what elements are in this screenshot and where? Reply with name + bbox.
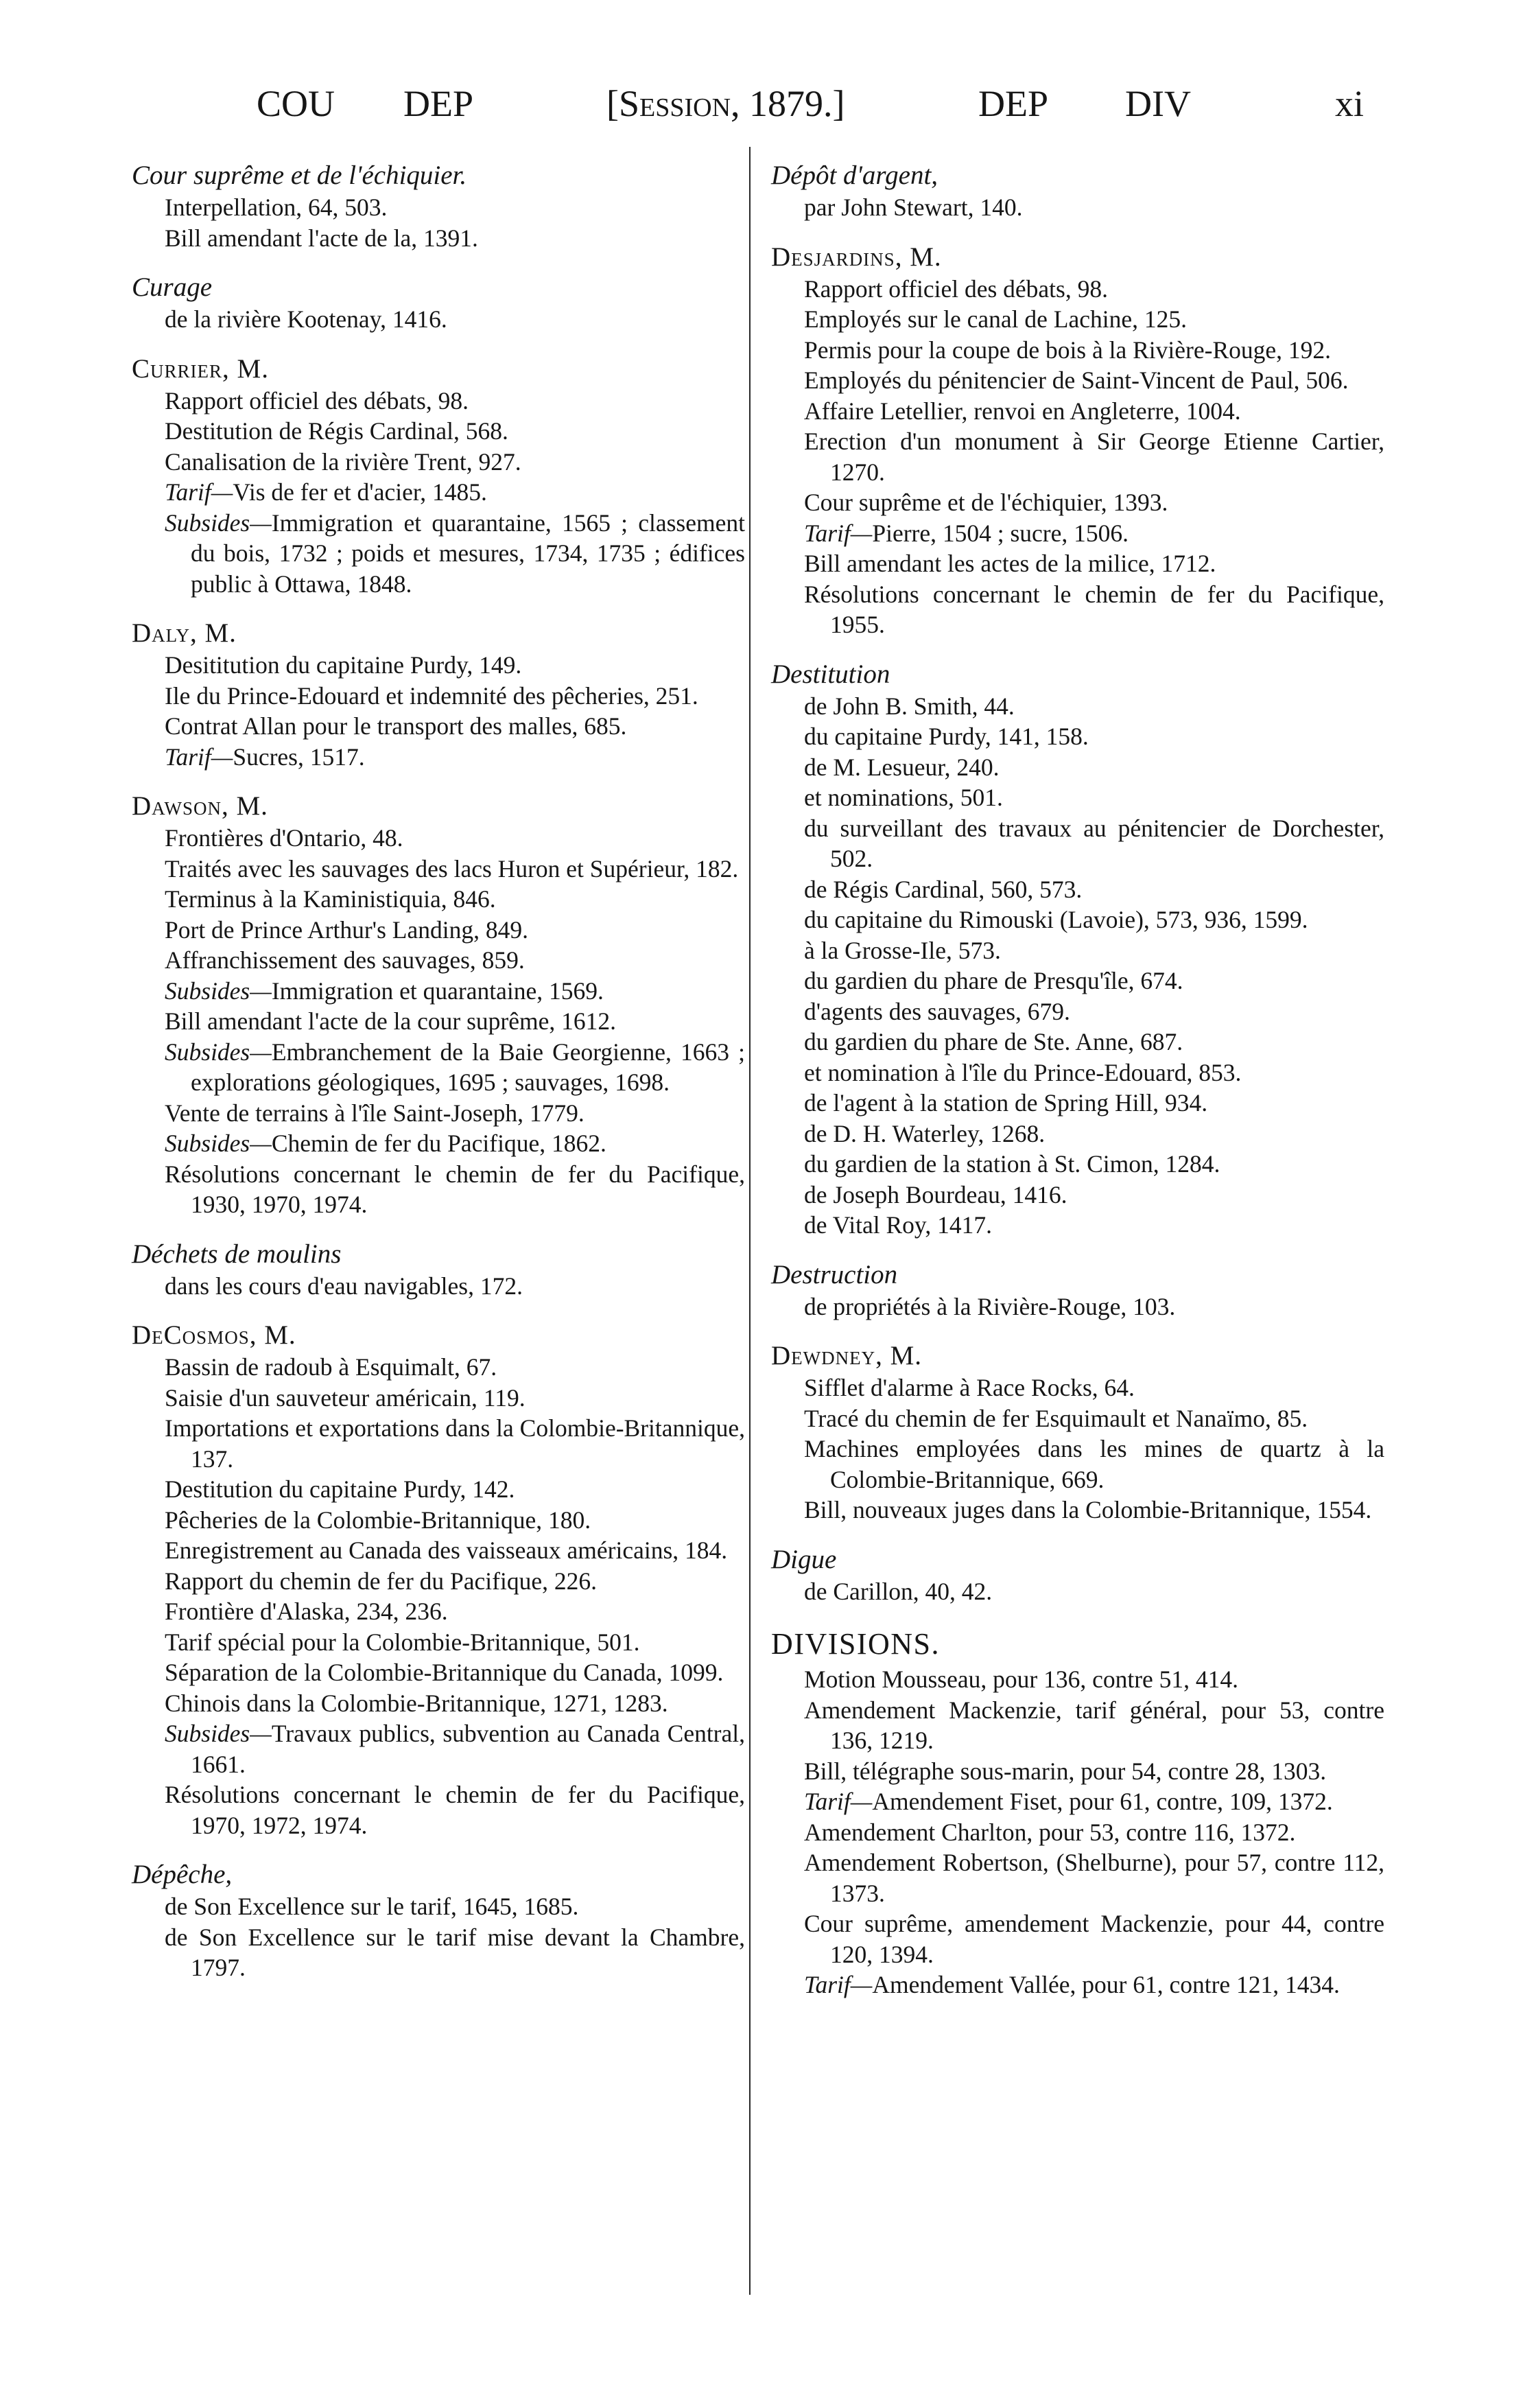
index-entry-depot-d-argent <box>767 159 1384 223</box>
line-text: Amendement Charlton, pour 53, contre 116, 1372. <box>804 1818 1296 1846</box>
entry-line <box>133 915 745 946</box>
entry-line <box>133 1352 745 1383</box>
entry-line <box>772 1786 1384 1817</box>
entry-line <box>772 1908 1384 1969</box>
entry-line <box>133 1037 745 1098</box>
index-column-right <box>767 159 1384 2018</box>
index-entry-currier-m <box>128 353 745 600</box>
line-text: de D. H. Waterley, 1268. <box>804 1119 1046 1147</box>
entry-line <box>772 192 1384 223</box>
entry-line <box>772 1057 1384 1088</box>
line-text: à la Grosse-Ile, 573. <box>804 936 1001 964</box>
line-text: Permis pour la coupe de bois à la Rivière-Rouge, 192. <box>804 336 1331 364</box>
line-text: Sucres, 1517. <box>233 743 365 771</box>
line-text: Amendement Robertson, (Shelburne), pour 57, contre 112, 1373. <box>804 1849 1384 1907</box>
entry-line <box>772 396 1384 427</box>
entry-line <box>772 1403 1384 1434</box>
line-text: par John Stewart, 140. <box>804 194 1023 221</box>
line-text: Interpellation, 64, 503. <box>165 194 388 221</box>
line-text: Immigration et quarantaine, 1565 ; classement du bois, 1732 ; poids et mesures, 1734, 1735 ; édifices public à Ottawa, 1848. <box>191 509 745 598</box>
entry-line <box>133 1596 745 1627</box>
line-text: Contrat Allan pour le transport des malles, 685. <box>165 712 627 740</box>
entry-line <box>133 1474 745 1505</box>
entry-heading: Currier, M. <box>132 353 269 384</box>
index-entry-destruction <box>767 1259 1384 1322</box>
line-text: du capitaine Purdy, 141, 158. <box>804 723 1089 750</box>
line-text: d'agents des sauvages, 679. <box>804 997 1070 1025</box>
entry-line <box>133 884 745 915</box>
entry-line <box>133 223 745 254</box>
page-number: xi <box>1335 83 1365 124</box>
line-prefix: Tarif— <box>804 1788 873 1815</box>
line-text: de Carillon, 40, 42. <box>804 1577 993 1605</box>
entry-line <box>772 426 1384 487</box>
line-prefix: Tarif— <box>804 1971 873 1998</box>
line-text: Port de Prince Arthur's Landing, 849. <box>165 915 528 944</box>
entry-line <box>772 1180 1384 1211</box>
entry-line <box>133 711 745 742</box>
line-text: du surveillant des travaux au pénitencier de Dorchester, 502. <box>804 814 1384 872</box>
line-text: de M. Lesueur, 240. <box>804 753 1000 781</box>
line-text: de Son Excellence sur le tarif mise devant la Chambre, 1797. <box>165 1923 745 1981</box>
line-text: Erection d'un monument à Sir George Etienne Cartier, 1270. <box>804 428 1384 486</box>
index-column-left <box>128 159 745 2001</box>
entry-heading: Curage <box>132 272 212 302</box>
line-text: Amendement Fiset, pour 61, contre, 109, 1372. <box>872 1788 1333 1815</box>
entry-line <box>772 1027 1384 1057</box>
entry-line <box>133 1006 745 1037</box>
line-text: Séparation de la Colombie-Britannique du Canada, 1099. <box>165 1659 724 1686</box>
line-text: Traités avec les sauvages des lacs Huron et Supérieur, 182. <box>165 854 739 882</box>
line-text: Bill amendant les actes de la milice, 1712. <box>804 550 1216 577</box>
entry-line <box>133 1779 745 1840</box>
entry-line <box>133 192 745 223</box>
entry-line <box>133 1657 745 1688</box>
entry-line <box>133 1922 745 1983</box>
line-text: Bill, nouveaux juges dans la Colombie-Britannique, 1554. <box>804 1496 1372 1523</box>
entry-heading: Dépôt d'argent, <box>771 161 938 190</box>
entry-line <box>772 1969 1384 2000</box>
index-entry-destitution <box>767 658 1384 1241</box>
entry-heading: Déchets de moulins <box>132 1239 342 1269</box>
entry-line <box>772 813 1384 874</box>
line-text: Rapport du chemin de fer du Pacifique, 226. <box>165 1567 597 1595</box>
line-text: Rapport officiel des débats, 98. <box>165 386 469 414</box>
header-first-word-right: DEP <box>978 83 1049 124</box>
entry-line <box>772 1291 1384 1322</box>
entry-heading: Destitution <box>771 659 890 689</box>
line-text: de Joseph Bourdeau, 1416. <box>804 1180 1067 1208</box>
entry-line <box>772 1664 1384 1695</box>
line-text: Affranchissement des sauvages, 859. <box>165 946 525 974</box>
line-text: Bassin de radoub à Esquimalt, 67. <box>165 1353 497 1381</box>
entry-line <box>133 1688 745 1719</box>
line-text: et nominations, 501. <box>804 784 1003 811</box>
entry-line <box>133 386 745 417</box>
line-text: de la rivière Kootenay, 1416. <box>165 305 447 333</box>
line-text: Cour suprême, amendement Mackenzie, pour 44, contre 120, 1394. <box>804 1910 1384 1968</box>
line-prefix: Subsides— <box>165 1038 272 1066</box>
entry-line <box>133 477 745 508</box>
line-text: de John B. Smith, 44. <box>804 692 1015 720</box>
index-entry-curage <box>128 271 745 335</box>
line-text: de Régis Cardinal, 560, 573. <box>804 875 1083 903</box>
line-text: du capitaine du Rimouski (Lavoie), 573, 936, 1599. <box>804 906 1308 933</box>
entry-line <box>772 1210 1384 1241</box>
running-header <box>0 82 1523 137</box>
entry-line <box>772 935 1384 966</box>
entry-line <box>133 823 745 854</box>
line-text: de l'agent à la station de Spring Hill, 934. <box>804 1089 1208 1117</box>
entry-line <box>772 966 1384 996</box>
line-text: Employés du pénitencier de Saint-Vincent de Paul, 506. <box>804 366 1349 394</box>
entry-line <box>772 691 1384 722</box>
line-text: Cour suprême et de l'échiquier, 1393. <box>804 489 1168 516</box>
line-text: Destitution de Régis Cardinal, 568. <box>165 417 508 445</box>
entry-line <box>133 1627 745 1658</box>
line-text: Saisie d'un sauveteur américain, 119. <box>165 1383 526 1412</box>
line-text: Bill, télégraphe sous-marin, pour 54, contre 28, 1303. <box>804 1757 1327 1785</box>
line-text: Tracé du chemin de fer Esquimault et Nanaïmo, 85. <box>804 1404 1308 1432</box>
entry-line <box>772 904 1384 935</box>
line-text: Pierre, 1504 ; sucre, 1506. <box>872 519 1129 547</box>
line-text: Bill amendant l'acte de la, 1391. <box>165 224 478 252</box>
line-text: Vis de fer et d'acier, 1485. <box>233 478 487 506</box>
entry-heading: DeCosmos, M. <box>132 1320 296 1350</box>
line-prefix: Tarif— <box>804 519 873 547</box>
entry-line <box>772 365 1384 396</box>
entry-line <box>133 447 745 478</box>
index-entry-decosmos-m <box>128 1319 745 1840</box>
entry-heading: Dépêche, <box>132 1860 233 1889</box>
entry-line <box>133 681 745 712</box>
entry-line <box>772 304 1384 335</box>
column-divider <box>749 147 751 2295</box>
entry-line <box>133 1098 745 1129</box>
line-text: Motion Mousseau, pour 136, contre 51, 414. <box>804 1665 1239 1693</box>
entry-line <box>133 1413 745 1474</box>
line-text: Vente de terrains à l'île Saint-Joseph, 1779. <box>165 1099 585 1127</box>
entry-line <box>772 1088 1384 1119</box>
line-text: Bill amendant l'acte de la cour suprême, 1612. <box>165 1007 616 1035</box>
entry-line <box>772 1847 1384 1908</box>
index-entry-daly-m <box>128 617 745 772</box>
entry-line <box>133 304 745 335</box>
entry-line <box>772 782 1384 813</box>
entry-line <box>772 721 1384 752</box>
entry-line <box>133 1383 745 1414</box>
index-entry-depeche <box>128 1858 745 1983</box>
line-prefix: Tarif— <box>165 743 233 771</box>
index-entry-digue <box>767 1543 1384 1607</box>
entry-line <box>772 1434 1384 1495</box>
line-text: Immigration et quarantaine, 1569. <box>271 977 604 1005</box>
entry-line <box>133 1128 745 1159</box>
index-entry-desjardins-m <box>767 241 1384 640</box>
line-text: Résolutions concernant le chemin de fer du Pacifique, 1930, 1970, 1974. <box>165 1160 745 1218</box>
entry-line <box>133 945 745 976</box>
entry-line <box>772 579 1384 640</box>
entry-line <box>772 1119 1384 1149</box>
entry-heading: Dawson, M. <box>132 791 268 821</box>
line-text: Sifflet d'alarme à Race Rocks, 64. <box>804 1374 1135 1401</box>
index-entry-divisions <box>767 1624 1384 2000</box>
entry-line <box>772 1817 1384 1848</box>
entry-line <box>133 1535 745 1566</box>
line-text: Machines employées dans les mines de quartz à la Colombie-Britannique, 669. <box>804 1435 1384 1493</box>
entry-line <box>133 416 745 447</box>
header-last-word-right: DIV <box>1125 83 1191 124</box>
line-text: Rapport officiel des débats, 98. <box>804 274 1108 303</box>
line-text: Résolutions concernant le chemin de fer du Pacifique, 1955. <box>804 580 1384 638</box>
entry-line <box>772 274 1384 305</box>
line-prefix: Tarif— <box>165 478 233 506</box>
entry-line <box>133 1718 745 1779</box>
entry-heading: Cour suprême et de l'échiquier. <box>132 161 467 190</box>
line-text: Travaux publics, subvention au Canada Central, 1661. <box>191 1720 745 1778</box>
entry-line <box>133 1505 745 1536</box>
line-text: Employés sur le canal de Lachine, 125. <box>804 305 1187 333</box>
entry-line <box>133 1891 745 1922</box>
line-text: Frontières d'Ontario, 48. <box>165 824 403 852</box>
line-text: Tarif spécial pour la Colombie-Britannique, 501. <box>165 1628 640 1656</box>
line-text: dans les cours d'eau navigables, 172. <box>165 1272 523 1300</box>
header-first-word-left: COU <box>257 83 335 124</box>
entry-heading: Dewdney, M. <box>771 1341 923 1370</box>
entry-line <box>772 1149 1384 1180</box>
line-text: du gardien de la station à St. Cimon, 1284. <box>804 1150 1220 1178</box>
line-text: Amendement Vallée, pour 61, contre 121, 1434. <box>872 1971 1340 1998</box>
entry-line <box>772 1695 1384 1756</box>
entry-line <box>772 487 1384 518</box>
entry-line <box>133 854 745 885</box>
header-session: [Session, 1879.] <box>606 83 845 124</box>
line-text: Canalisation de la rivière Trent, 927. <box>165 447 521 476</box>
line-text: Desititution du capitaine Purdy, 149. <box>165 651 522 679</box>
entry-line <box>772 752 1384 783</box>
line-text: Affaire Letellier, renvoi en Angleterre, 1004. <box>804 397 1241 425</box>
entry-line <box>772 1576 1384 1607</box>
entry-line <box>772 1495 1384 1526</box>
entry-heading: Destruction <box>771 1259 898 1289</box>
line-text: Chemin de fer du Pacifique, 1862. <box>271 1130 606 1157</box>
line-text: Enregistrement au Canada des vaisseaux américains, 184. <box>165 1536 728 1564</box>
index-entry-dewdney-m <box>767 1340 1384 1526</box>
entry-line <box>133 1159 745 1220</box>
line-text: du gardien du phare de Ste. Anne, 687. <box>804 1028 1183 1055</box>
line-text: Embranchement de la Baie Georgienne, 1663 ; explorations géologiques, 1695 ; sauvages, 1698. <box>191 1038 745 1096</box>
entry-line <box>133 508 745 600</box>
line-text: du gardien du phare de Presqu'île, 674. <box>804 967 1183 994</box>
entry-line <box>772 874 1384 905</box>
line-text: de Vital Roy, 1417. <box>804 1211 992 1239</box>
line-text: Destitution du capitaine Purdy, 142. <box>165 1475 515 1503</box>
entry-line <box>133 1271 745 1302</box>
entry-line <box>772 548 1384 579</box>
line-text: Importations et exportations dans la Colombie-Britannique, 137. <box>165 1414 745 1473</box>
entry-heading: DIVISIONS. <box>771 1627 940 1661</box>
entry-line <box>772 1372 1384 1403</box>
entry-line <box>772 996 1384 1027</box>
entry-line <box>772 518 1384 549</box>
line-text: Amendement Mackenzie, tarif général, pour 53, contre 136, 1219. <box>804 1696 1384 1754</box>
line-prefix: Subsides— <box>165 1720 272 1747</box>
line-prefix: Subsides— <box>165 509 272 537</box>
entry-heading: Digue <box>771 1544 837 1574</box>
entry-line <box>772 1756 1384 1787</box>
entry-line <box>133 1566 745 1597</box>
entry-line <box>133 650 745 681</box>
line-text: de propriétés à la Rivière-Rouge, 103. <box>804 1292 1176 1320</box>
line-text: Chinois dans la Colombie-Britannique, 1271, 1283. <box>165 1689 668 1717</box>
line-text: Terminus à la Kaministiquia, 846. <box>165 885 496 913</box>
index-entry-dechets-de-moulins <box>128 1238 745 1302</box>
line-text: Résolutions concernant le chemin de fer du Pacifique, 1970, 1972, 1974. <box>165 1781 745 1839</box>
line-text: Pêcheries de la Colombie-Britannique, 180. <box>165 1506 591 1534</box>
line-text: et nomination à l'île du Prince-Edouard, 853. <box>804 1058 1242 1086</box>
entry-heading: Desjardins, M. <box>771 242 942 272</box>
line-prefix: Subsides— <box>165 977 272 1005</box>
index-entry-cour-supreme-et-de-l-echiquier <box>128 159 745 253</box>
entry-line <box>772 335 1384 366</box>
line-text: de Son Excellence sur le tarif, 1645, 1685. <box>165 1893 579 1920</box>
entry-line <box>133 742 745 773</box>
line-text: Ile du Prince-Edouard et indemnité des pêcheries, 251. <box>165 681 698 710</box>
entry-line <box>133 976 745 1007</box>
header-last-word-left: DEP <box>403 83 474 124</box>
index-entry-dawson-m <box>128 790 745 1220</box>
line-text: Frontière d'Alaska, 234, 236. <box>165 1598 448 1625</box>
line-prefix: Subsides— <box>165 1130 272 1157</box>
entry-heading: Daly, M. <box>132 618 237 648</box>
